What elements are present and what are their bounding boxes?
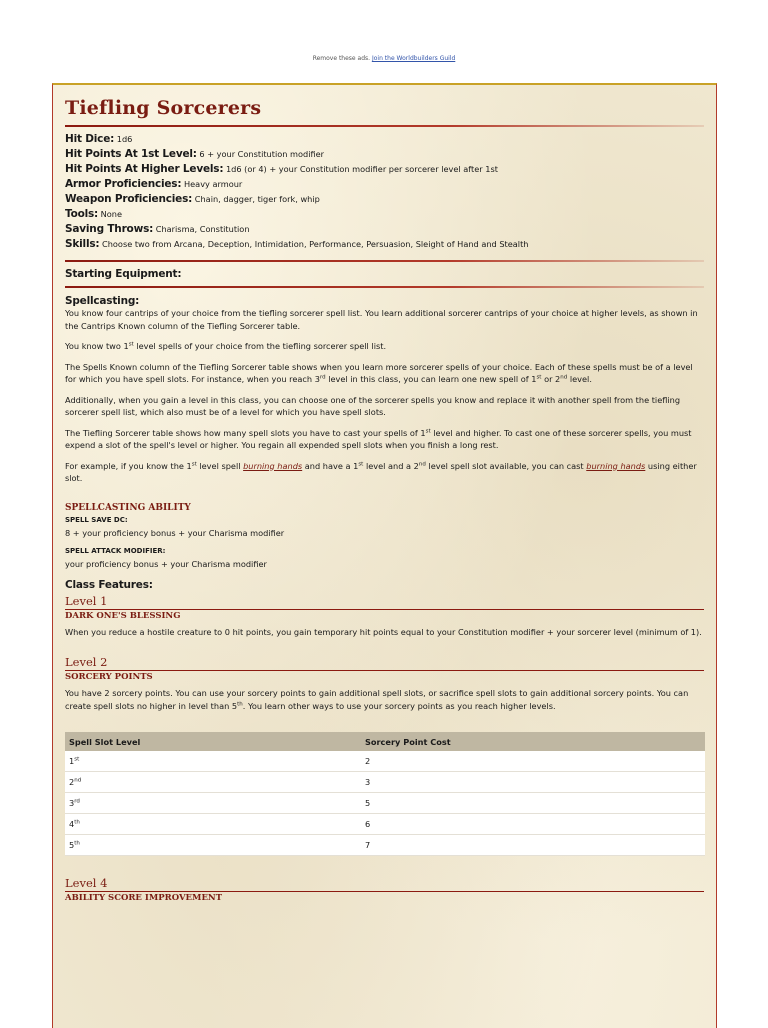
property-value: 1d6 xyxy=(116,134,133,144)
property-weapons xyxy=(65,192,704,207)
sorcery-point-table xyxy=(65,732,705,856)
spellcasting-paragraph: The Tiefling Sorcerer table shows how many spell slots you have to cast your spells of 1st level and higher. To cast one of these sorcerer spells, you must expend a slot of the spell's level or higher. You regain all expended spell slots when you finish a long rest. xyxy=(65,427,692,450)
property-value: Charisma, Constitution xyxy=(155,224,250,234)
property-label: Armor Proficiencies: xyxy=(65,178,182,190)
table-row xyxy=(65,835,705,856)
property-label: Weapon Proficiencies: xyxy=(65,193,193,205)
ad-text: Remove these ads. xyxy=(312,55,371,62)
level-2-heading: Level 2 xyxy=(65,655,704,671)
table-cell: 1st xyxy=(65,751,361,772)
spell-attack-label: SPELL ATTACK MODIFIER: xyxy=(65,547,166,555)
property-label: Skills: xyxy=(65,238,100,250)
table-row xyxy=(65,814,705,835)
table-cell: 5 xyxy=(361,793,705,814)
property-saves xyxy=(65,222,704,237)
table-header-row xyxy=(65,732,705,751)
ability-score-improvement-heading: ABILITY SCORE IMPROVEMENT xyxy=(65,893,223,903)
spellcasting-paragraph: You know four cantrips of your choice from the tiefling sorcerer spell list. You learn additional sorcerer cantrips of your choice at higher levels, as shown in the Cantrips Known column of the Tiefling Sorcerer table. xyxy=(65,308,698,331)
section-divider xyxy=(65,260,704,262)
feature-description: When you reduce a hostile creature to 0 hit points, you gain temporary hit points equal to your Constitution modifier + your sorcerer level (minimum of 1). xyxy=(65,626,702,637)
join-guild-link[interactable]: Join the Worldbuilders Guild xyxy=(371,55,456,62)
property-label: Hit Dice: xyxy=(65,133,115,145)
burning-hands-link[interactable]: burning hands xyxy=(586,460,646,471)
spellcasting-paragraph: For example, if you know the 1st level spell burning hands and have a 1st level and a 2nd level spell slot available, you can cast burning hands using either slot. xyxy=(65,460,697,483)
property-armor xyxy=(65,177,704,192)
sorcery-points-heading: SORCERY POINTS xyxy=(65,672,153,682)
spell-save-dc-label: SPELL SAVE DC: xyxy=(65,515,128,524)
property-label: Hit Points At 1st Level: xyxy=(65,148,197,160)
property-label: Tools: xyxy=(65,208,99,220)
column-header: Spell Slot Level xyxy=(65,732,361,751)
table-row xyxy=(65,772,705,793)
level-4-heading: Level 4 xyxy=(65,876,704,892)
class-features-heading: Class Features: xyxy=(65,578,153,591)
table-cell: 2nd xyxy=(65,772,361,793)
property-tools xyxy=(65,207,704,222)
property-value: Heavy armour xyxy=(183,179,243,189)
feature-description: You have 2 sorcery points. You can use your sorcery points to gain additional spell slots, or sacrifice spell slots to gain additional sorcery points. You can create spell slots no higher in level than 5th. You learn other ways to use your sorcery points as you reach higher levels. xyxy=(65,688,689,711)
section-divider xyxy=(65,286,704,288)
spellcasting-ability-heading: SPELLCASTING ABILITY xyxy=(65,502,191,513)
table-cell: 7 xyxy=(361,835,705,856)
property-label: Saving Throws: xyxy=(65,223,154,235)
spell-attack-value: your proficiency bonus + your Charisma modifier xyxy=(65,559,267,569)
parchment-page xyxy=(52,83,717,1028)
property-skills xyxy=(65,237,704,252)
table-cell: 5th xyxy=(65,835,361,856)
spellcasting-paragraph: The Spells Known column of the Tiefling Sorcerer table shows when you learn more sorcerer spells of your choice. Each of these spells must be of a level for which you have spell slots. For instance, when you reach 3rd level in this class, you can learn one new spell of 1st or 2nd level. xyxy=(65,361,693,384)
spellcasting-paragraph: Additionally, when you gain a level in this class, you can choose one of the sorcerer spells you know and replace it with another spell from the tiefling sorcerer spell list, which also must be of a level for which you have spell slots. xyxy=(65,394,681,417)
page-title: Tiefling Sorcerers xyxy=(65,97,262,119)
burning-hands-link[interactable]: burning hands xyxy=(243,460,303,471)
property-hp-higher xyxy=(65,162,704,177)
dark-ones-blessing-heading: DARK ONE'S BLESSING xyxy=(65,610,181,621)
level-1-heading: Level 1 xyxy=(65,594,704,610)
property-value: 1d6 (or 4) + your Constitution modifier per sorcerer level after 1st xyxy=(225,164,498,174)
property-value: Choose two from Arcana, Deception, Intimidation, Performance, Persuasion, Sleight of Hand and Stealth xyxy=(102,239,529,249)
spellcasting-heading: Spellcasting: xyxy=(65,295,140,307)
table-cell: 4th xyxy=(65,814,361,835)
spell-save-dc-value: 8 + your proficiency bonus + your Charisma modifier xyxy=(65,527,285,538)
table-cell: 6 xyxy=(361,814,705,835)
table-cell: 3 xyxy=(361,772,705,793)
table-row xyxy=(65,793,705,814)
table-cell: 3rd xyxy=(65,793,361,814)
column-header: Sorcery Point Cost xyxy=(361,732,705,751)
property-value: None xyxy=(100,209,123,219)
starting-equipment-heading: Starting Equipment: xyxy=(65,268,182,280)
property-hp-1st xyxy=(65,147,704,162)
property-value: 6 + your Constitution modifier xyxy=(199,149,325,159)
title-divider xyxy=(65,125,704,127)
property-hit-dice xyxy=(65,132,704,147)
table-row xyxy=(65,751,705,772)
spellcasting-paragraph: You know two 1st level spells of your choice from the tiefling sorcerer spell list. xyxy=(65,341,387,351)
table-cell: 2 xyxy=(361,751,705,772)
class-properties xyxy=(65,132,704,252)
ad-banner xyxy=(0,55,768,62)
property-value: Chain, dagger, tiger fork, whip xyxy=(194,194,320,204)
property-label: Hit Points At Higher Levels: xyxy=(65,163,224,175)
